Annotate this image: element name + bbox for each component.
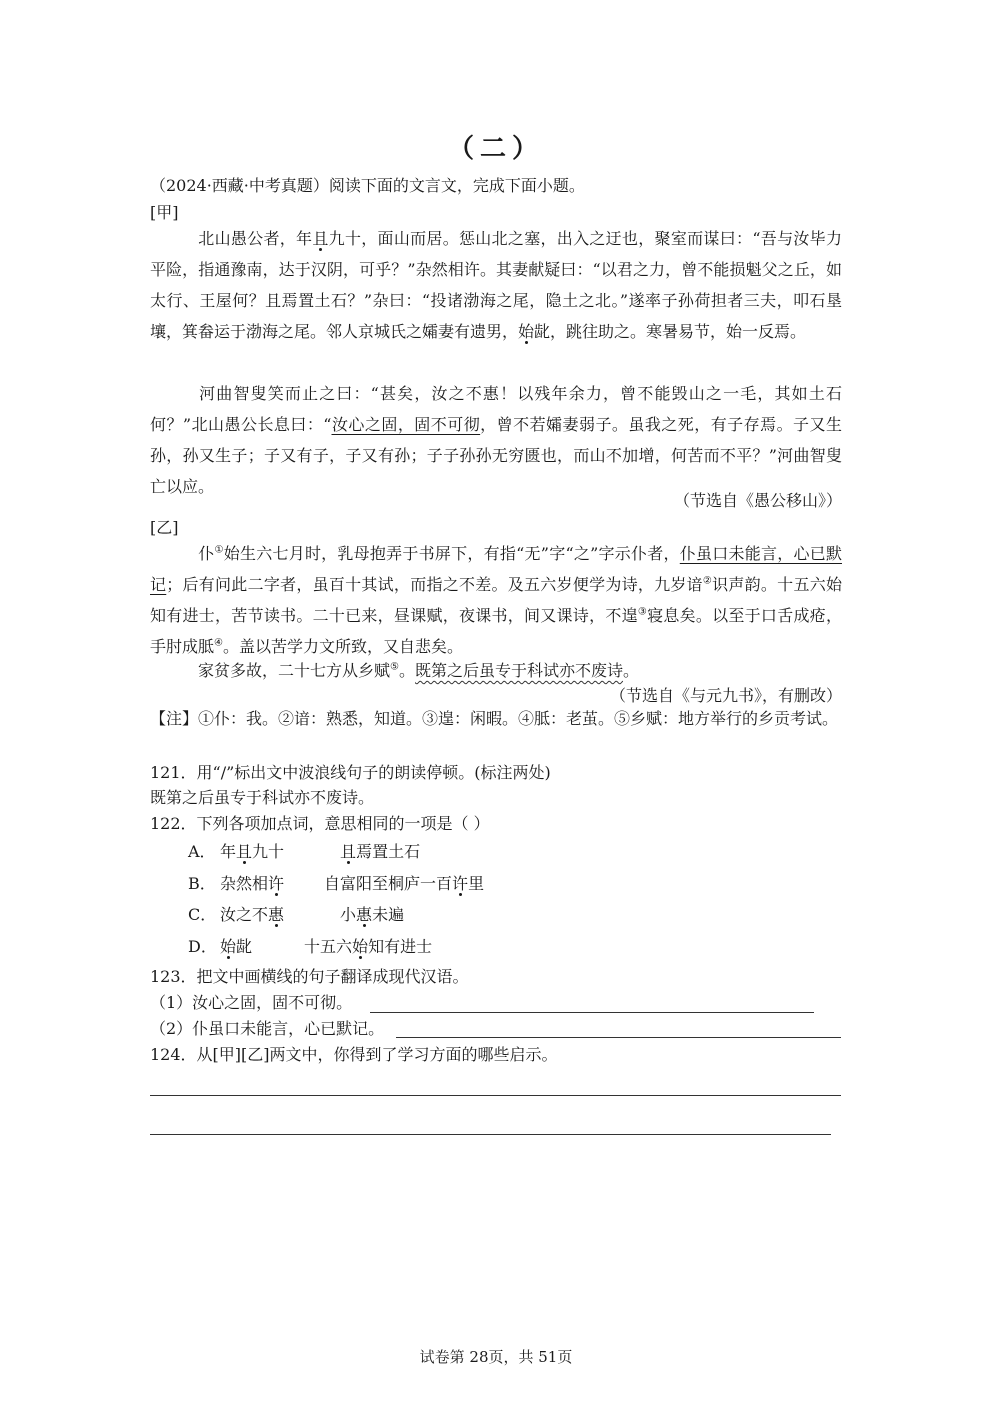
- answer-line[interactable]: [396, 1037, 841, 1038]
- dotted-char: 始: [518, 322, 535, 341]
- section-title: （二）: [447, 134, 544, 164]
- underlined-sentence: 仆虽口未能言，心已默记: [150, 544, 842, 594]
- option-a[interactable]: A． 年且九十 且焉置土石: [188, 842, 421, 861]
- option-c[interactable]: C． 汝之不惠 小惠未遍: [188, 905, 405, 924]
- yi-paragraph-2: 家贫多故，二十七方从乡赋⑤。既第之后虽专于科试亦不废诗。: [198, 661, 640, 680]
- note-marker: ③: [637, 606, 648, 618]
- q123-stem: 123．把文中画横线的句子翻译成现代汉语。: [150, 967, 469, 986]
- note-marker: ②: [702, 575, 713, 587]
- option-d[interactable]: D． 始龀 十五六始知有进士: [188, 937, 433, 956]
- intro-line: （2024·西藏·中考真题）阅读下面的文言文，完成下面小题。: [150, 176, 585, 195]
- jia-paragraph-1: 北山愚公者，年且九十，面山而居。惩山北之塞，出入之迂也，聚室而谋曰：“吾与汝毕力平险，指通豫南，达于汉阴，可乎？”杂然相许。其妻献疑曰：“以君之力，曾不能损魁父之丘，如太行、王屋何？且焉置土石？”杂曰：“投诸渤海之尾，隐土之北。”遂率子孙荷担者三夫，叩石垦壤，箕畚运于渤海之尾。邻人京城氏之孀妻有遗男，始龀，跳往助之。寒暑易节，始一反焉。: [150, 229, 842, 341]
- notes: 【注】①仆：我。②谙：熟悉，知道。③遑：闲暇。④胝：老茧。⑤乡赋：地方举行的乡贡考试。: [150, 709, 839, 728]
- note-marker: ④: [214, 637, 223, 649]
- q121-stem: 121．用“/”标出文中波浪线句子的朗读停顿。(标注两处): [150, 763, 551, 782]
- answer-line[interactable]: [150, 1095, 841, 1096]
- q122-stem: 122．下列各项加点词，意思相同的一项是（ ）: [150, 814, 490, 833]
- underlined-sentence: 汝心之固，固不可彻: [331, 415, 481, 434]
- note-marker: ①: [214, 544, 224, 556]
- q123-sentence-2: （2）仆虽口未能言，心已默记。: [150, 1019, 385, 1038]
- dotted-char: 且: [312, 229, 329, 248]
- yi-source: （节选自《与元九书》，有删改）: [609, 686, 842, 705]
- wavy-underlined-sentence: 既第之后虽专于科试亦不废诗: [415, 661, 624, 680]
- jia-source: （节选自《愚公移山》）: [673, 491, 842, 510]
- q124-stem: 124．从[甲][乙]两文中，你得到了学习方面的哪些启示。: [150, 1045, 558, 1064]
- jia-paragraph-2: 河曲智叟笑而止之曰：“甚矣，汝之不惠！以残年余力，曾不能毁山之一毛，其如土石何？”北山愚公长息曰：“汝心之固，固不可彻，曾不若孀妻弱子。虽我之死，有子存焉。子又生孙，孙又生子；子又有子，子又有孙；子子孙孙无穷匮也，而山不加增，何苦而不平？”河曲智叟亡以应。: [150, 384, 842, 496]
- option-b[interactable]: B． 杂然相许 自富阳至桐庐一百许里: [188, 874, 485, 893]
- note-marker: ⑤: [390, 661, 399, 673]
- q121-sentence: 既第之后虽专于科试亦不废诗。: [150, 788, 375, 807]
- answer-line[interactable]: [370, 1012, 814, 1013]
- page-footer: 试卷第 28页，共 51页: [419, 1348, 573, 1366]
- yi-label: [乙]: [150, 518, 179, 537]
- jia-label: [甲]: [150, 203, 179, 222]
- q123-sentence-1: （1）汝心之固，固不可彻。: [150, 993, 353, 1012]
- answer-line[interactable]: [150, 1134, 831, 1135]
- yi-paragraph-1: 仆①始生六七月时，乳母抱弄于书屏下，有指“无”字“之”字示仆者，仆虽口未能言，心已默记；后有问此二字者，虽百十其试，而指之不差。及五六岁便学为诗，九岁谙②识声韵。十五六始知有进士，苦节读书。二十已来，昼课赋，夜课书，间又课诗，不遑③寝息矣。以至于口舌成疮，手肘成胝④。盖以苦学力文所致，又自悲矣。: [150, 544, 842, 656]
